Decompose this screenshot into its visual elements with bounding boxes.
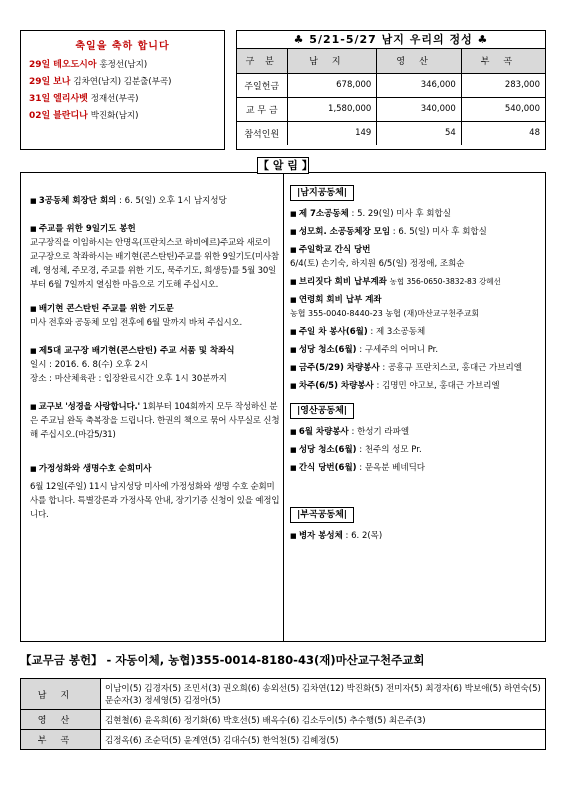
notice-header: 【 알 림 】 — [258, 159, 313, 172]
offering-value: 678,000 — [287, 73, 377, 97]
notice-item-body: 장소 : 마산체육관 : 입장완료시간 오후 1시 30분까지 — [30, 374, 227, 384]
notice-item-body: 6. 5(일) 오후 1시 남지성당 — [124, 196, 227, 206]
offering-value: 54 — [377, 121, 462, 145]
notice-item: ■ 성당 청소(6월) : 천주의 성모 Pr. — [290, 443, 540, 457]
offering-header-cell: 구 분 — [237, 49, 287, 73]
notice-item-body: 6월 12일(주일) 11시 남지성당 미사에 가정성화와 생명 수호 순회미사를 합니다. 특별강론과 가정사목 안내, 장기기증 신청이 있을 예정입니다. — [30, 482, 280, 520]
notice-item-body: 미사 전후와 공동체 모임 전후에 6월 말까지 바쳐 주십시오. — [30, 318, 242, 328]
feast-row: 02일 블란디나 박진화(남지) — [29, 111, 139, 121]
notice-item — [30, 222, 280, 292]
notice-item: ■ 주일학교 간식 당번 6/4(토) 손기숙, 하지원 6/5(일) 정정애, 조희순 — [290, 243, 540, 271]
feast-row: 31일 엘리사벳 정재선(부곡) — [29, 94, 139, 104]
notice-item-body: 교구장직을 이임하시는 안명옥(프란치스코 하비에르)주교와 새로이 교구장으로 착좌하시는 배기현(콘스탄틴)주교를 위한 9일기도(미사참례, 영성체, 주모경, 주교를 위한 기도, 묵주기도, 희생등)를 5월 30일 부터 6월 7일까지 열심한 마음으로 기도해 주십시오. — [30, 238, 279, 290]
notice-item: ■ 간식 당번(6월) : 문옥분 베네딕다 — [290, 461, 540, 475]
attendance-names: 김정옥(6) 조순덕(5) 윤계연(5) 김대수(5) 한억천(5) 김혜정(5) — [101, 730, 546, 750]
notice-item-title: 배기현 콘스탄틴 주교를 위한 기도문 — [38, 304, 174, 314]
offering-row-label: 참석인원 — [237, 121, 287, 145]
notice-item: ■ 3공동체 회장단 회의 : 6. 5(일) 오후 1시 남지성당 — [30, 194, 280, 208]
notice-item-title: 가정성화와 생명수호 순회미사 — [38, 464, 152, 474]
offering-header-cell: 남지 — [287, 49, 377, 73]
notice-item-title: 주교를 위한 9일기도 봉헌 — [38, 224, 136, 234]
notice-item: ■ 주일 차 봉사(6월) : 제 3소공동체 — [290, 325, 540, 339]
notice-item: ■ 브리짓다 회비 납부계좌 농협 356-0650-3832-83 강혜선 — [290, 275, 540, 289]
offering-value: 149 — [287, 121, 377, 145]
offering-value: 283,000 — [461, 73, 545, 97]
attendance-label: 부곡 — [21, 730, 101, 750]
offering-header-cell: 영산 — [377, 49, 462, 73]
notice-item-body: 1회부터 104회까지 모두 작성하신 분은 주교님 완독 축복장을 드립니다. 한권의 책으로 묶어 사무실로 신청해 주십시오.(마감5/31) — [30, 402, 280, 440]
notice-item: ■ 병자 봉성체 : 6. 2(목) — [290, 529, 540, 543]
notice-right-column — [290, 181, 540, 547]
notice-item — [30, 344, 280, 386]
tithe-bank-info: 【교무금 봉헌】 - 자동이체, 농협)355-0014-8180-43(재)마산교구천주교회 — [20, 653, 425, 667]
offering-title: ♣ 5/21-5/27 남지 우리의 정성 ♣ — [237, 31, 545, 49]
notice-item — [30, 400, 280, 442]
offering-value: 340,000 — [377, 97, 462, 121]
notice-item-title: 3공동체 회장단 회의 — [38, 196, 117, 206]
attendance-label: 영산 — [21, 710, 101, 730]
section-header: |영산공동체| — [290, 403, 354, 419]
section-header: |부곡공동체| — [290, 507, 354, 523]
notice-item — [30, 462, 280, 522]
offering-header-cell: 부곡 — [461, 49, 545, 73]
attendance-names: 이남이(5) 김경자(5) 조민서(3) 권오희(6) 송외선(5) 김차연(12) 박진화(5) 전미자(5) 최경자(6) 박보애(5) 하연숙(5) 문순자(3) 정세영(5) 김정아(5) — [101, 679, 546, 710]
offering-row — [237, 97, 545, 121]
notice-item: ■ 제 7소공동체 : 5. 29(일) 미사 후 회합실 — [290, 207, 540, 221]
attendance-row — [21, 710, 546, 730]
feast-row: 29일 보나 김차연(남지) 김분출(부곡) — [29, 77, 172, 87]
attendance-row — [21, 679, 546, 710]
offering-table — [236, 30, 546, 150]
feast-title: 축일을 축하 합니다 — [75, 41, 170, 52]
offering-value: 346,000 — [377, 73, 462, 97]
offering-header-row — [237, 49, 545, 73]
notice-item: ■ 6월 차량봉사 : 한성기 라파엘 — [290, 425, 540, 439]
notice-left-column — [30, 188, 280, 532]
notice-item: ■ 성당 청소(6월) : 구세주의 어머니 Pr. — [290, 343, 540, 357]
offering-value: 1,580,000 — [287, 97, 377, 121]
notice-item-body: 일시 : 2016. 6. 8(수) 오후 2시 — [30, 360, 149, 370]
offering-row — [237, 121, 545, 145]
attendance-names: 김현철(6) 윤옥희(6) 정기화(6) 박호선(5) 배옥수(6) 김소두이(5) 추수행(5) 최은주(3) — [101, 710, 546, 730]
feast-day-box — [20, 30, 225, 150]
notice-item-title: 교구보 '성경을 사랑합니다.' — [38, 402, 140, 412]
offering-row-label: 교 무 금 — [237, 97, 287, 121]
offering-value: 540,000 — [461, 97, 545, 121]
attendance-label: 남지 — [21, 679, 101, 710]
notice-item: ■ 금주(5/29) 차량봉사 : 공흥규 프란치스코, 홍대근 가브리엘 — [290, 361, 540, 375]
attendance-row — [21, 730, 546, 750]
notice-item: ■ 차주(6/5) 차량봉사 : 김명민 야고보, 홍대근 가브리엘 — [290, 379, 540, 393]
attendance-table — [20, 678, 546, 750]
offering-row-label: 주일헌금 — [237, 73, 287, 97]
notice-item-title: 제5대 교구장 배기현(콘스탄틴) 주교 서품 및 착좌식 — [38, 346, 235, 356]
offering-row — [237, 73, 545, 97]
offering-value: 48 — [461, 121, 545, 145]
notice-item: ■ 연령회 회비 납부 계좌 농협 355-0040-8440-23 농협 (재)마산교구천주교회 — [290, 293, 540, 321]
notice-item — [30, 302, 280, 330]
notice-item: ■ 성모회. 소공동체장 모임 : 6. 5(일) 미사 후 회합실 — [290, 225, 540, 239]
column-divider — [283, 172, 284, 642]
section-header: |남지공동체| — [290, 185, 354, 201]
feast-row: 29일 테오도시아 홍정선(남지) — [29, 60, 148, 70]
